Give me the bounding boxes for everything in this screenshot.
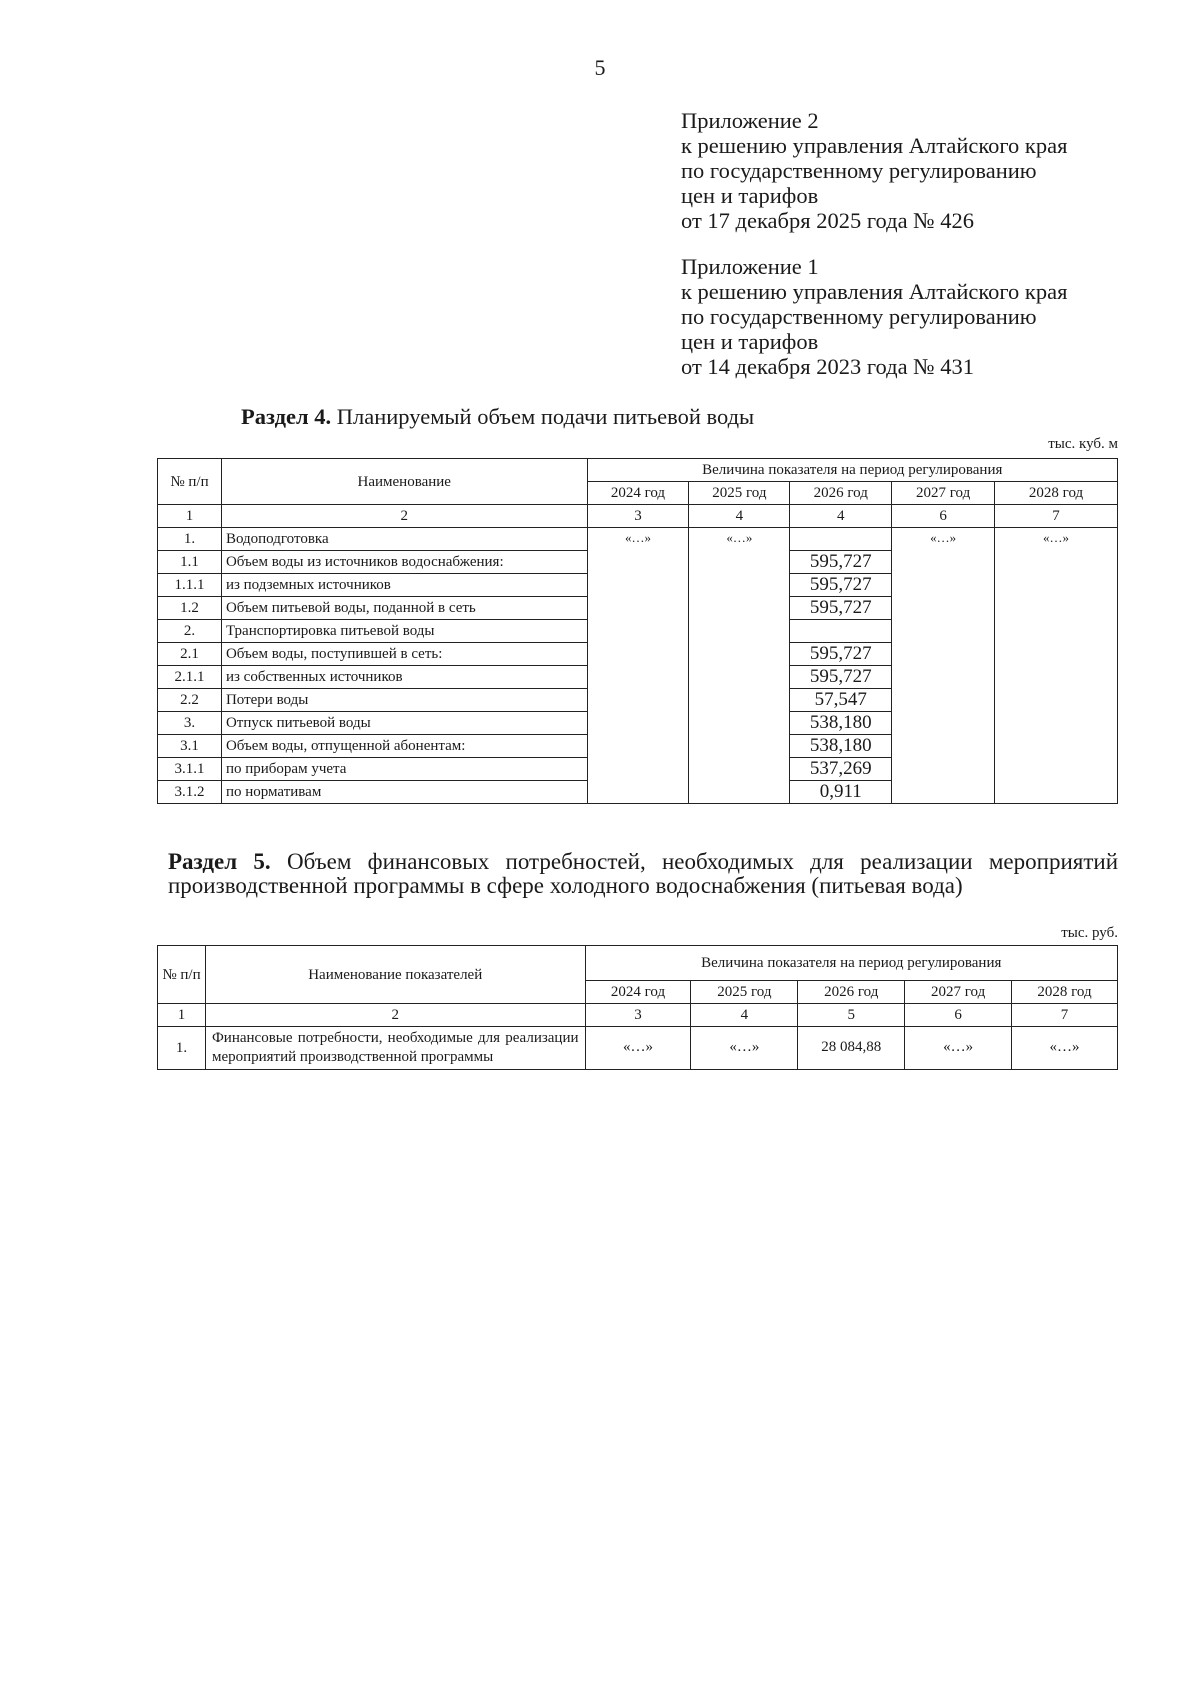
appendix-line: Приложение 1: [681, 254, 819, 279]
value-2027: «…»: [905, 1027, 1012, 1070]
row-name: из собственных источников: [221, 666, 587, 689]
value-2026: [790, 620, 892, 643]
header-year: 2024 год: [585, 981, 691, 1004]
col-number: 4: [790, 505, 892, 528]
col-number: 1: [158, 505, 222, 528]
section5-units: тыс. руб.: [1061, 925, 1118, 941]
page-number: 5: [594, 55, 606, 80]
header-year: 2026 год: [790, 482, 892, 505]
header-year: 2025 год: [689, 482, 790, 505]
value-2026: 595,727: [790, 643, 892, 666]
appendix-line: от 17 декабря 2025 года № 426: [681, 208, 975, 233]
appendix-header-old: [681, 254, 1181, 379]
row-num: 1.1.1: [158, 574, 222, 597]
appendix-line: по государственному регулированию: [681, 158, 1037, 183]
row-num: 3.1.2: [158, 781, 222, 804]
table-row: [158, 528, 1118, 551]
row-num: 2.2: [158, 689, 222, 712]
appendix-line: к решению управления Алтайского края: [681, 279, 1068, 304]
col-number: 3: [587, 505, 689, 528]
col-number: 6: [905, 1004, 1012, 1027]
row-name: по нормативам: [221, 781, 587, 804]
section4-units: тыс. куб. м: [1048, 436, 1118, 452]
header-year: 2024 год: [587, 482, 689, 505]
row-num: 3.1: [158, 735, 222, 758]
value-2024: «…»: [585, 1027, 691, 1070]
value-2026: 595,727: [790, 574, 892, 597]
value-2026: 595,727: [790, 666, 892, 689]
appendix-line: к решению управления Алтайского края: [681, 133, 1068, 158]
col-number: 2: [221, 505, 587, 528]
row-num: 3.1.1: [158, 758, 222, 781]
row-name: Транспортировка питьевой воды: [221, 620, 587, 643]
appendix-line: от 14 декабря 2023 года № 431: [681, 354, 975, 379]
col-number: 4: [691, 1004, 798, 1027]
header-year: 2025 год: [691, 981, 798, 1004]
header-name: Наименование: [221, 459, 587, 505]
col-number: 2: [205, 1004, 585, 1027]
header-year: 2026 год: [798, 981, 905, 1004]
header-period: Величина показателя на период регулирования: [587, 459, 1117, 482]
row-num: 2.1: [158, 643, 222, 666]
header-year: 2027 год: [905, 981, 1012, 1004]
row-num: 2.1.1: [158, 666, 222, 689]
col-number: 1: [158, 1004, 206, 1027]
value-2026: 28 084,88: [798, 1027, 905, 1070]
row-name: по приборам учета: [221, 758, 587, 781]
value-2026: 595,727: [790, 551, 892, 574]
row-num: 1.2: [158, 597, 222, 620]
row-name: Потери воды: [221, 689, 587, 712]
appendix-line: Приложение 2: [681, 108, 819, 133]
value-2025: «…»: [689, 528, 790, 804]
value-2027: «…»: [892, 528, 995, 804]
header-num: № п/п: [158, 459, 222, 505]
value-2025: «…»: [691, 1027, 798, 1070]
row-num: 3.: [158, 712, 222, 735]
section4-title-text: Планируемый объем подачи питьевой воды: [331, 404, 755, 429]
col-number: 6: [892, 505, 995, 528]
row-num: 1.: [158, 528, 222, 551]
header-year: 2028 год: [995, 482, 1118, 505]
table-row: [158, 1027, 1118, 1070]
value-2026: [790, 528, 892, 551]
section4-title-bold: Раздел 4.: [241, 404, 332, 429]
row-name: Отпуск питьевой воды: [221, 712, 587, 735]
header-name: Наименование показателей: [205, 946, 585, 1004]
value-2028: «…»: [995, 528, 1118, 804]
header-period: Величина показателя на период регулирования: [585, 946, 1117, 981]
value-2026: 537,269: [790, 758, 892, 781]
row-name: Объем питьевой воды, поданной в сеть: [221, 597, 587, 620]
header-num: № п/п: [158, 946, 206, 1004]
appendix-line: по государственному регулированию: [681, 304, 1037, 329]
row-name: из подземных источников: [221, 574, 587, 597]
row-num: 1.1: [158, 551, 222, 574]
section4-title: [241, 404, 754, 430]
value-2026: 0,911: [790, 781, 892, 804]
value-2026: 538,180: [790, 735, 892, 758]
value-2024: «…»: [587, 528, 689, 804]
row-name: Объем воды, поступившей в сеть:: [221, 643, 587, 666]
value-2028: «…»: [1012, 1027, 1118, 1070]
row-num: 2.: [158, 620, 222, 643]
col-number: 5: [798, 1004, 905, 1027]
header-year: 2028 год: [1012, 981, 1118, 1004]
header-year: 2027 год: [892, 482, 995, 505]
col-number: 7: [995, 505, 1118, 528]
value-2026: 595,727: [790, 597, 892, 620]
section5-title-bold: Раздел 5.: [168, 849, 271, 874]
value-2026: 57,547: [790, 689, 892, 712]
section5-title-text: Объем финансовых потребностей, необходимых для реализации мероприятий производственной программы в сфере холодного водоснабжения (питьевая вода): [168, 849, 1119, 898]
appendix-header-new: [681, 108, 1181, 233]
section5-title: [168, 850, 1118, 898]
value-2026: 538,180: [790, 712, 892, 735]
row-name: Финансовые потребности, необходимые для реализации мероприятий производственной программы: [205, 1027, 585, 1070]
col-number: 3: [585, 1004, 691, 1027]
row-name: Водоподготовка: [221, 528, 587, 551]
row-name: Объем воды, отпущенной абонентам:: [221, 735, 587, 758]
financial-needs-table: [157, 945, 1118, 1070]
water-volume-table: [157, 458, 1118, 804]
appendix-line: цен и тарифов: [681, 329, 819, 354]
col-number: 7: [1012, 1004, 1118, 1027]
row-name: Объем воды из источников водоснабжения:: [221, 551, 587, 574]
col-number: 4: [689, 505, 790, 528]
row-num: 1.: [158, 1027, 206, 1070]
appendix-line: цен и тарифов: [681, 183, 819, 208]
